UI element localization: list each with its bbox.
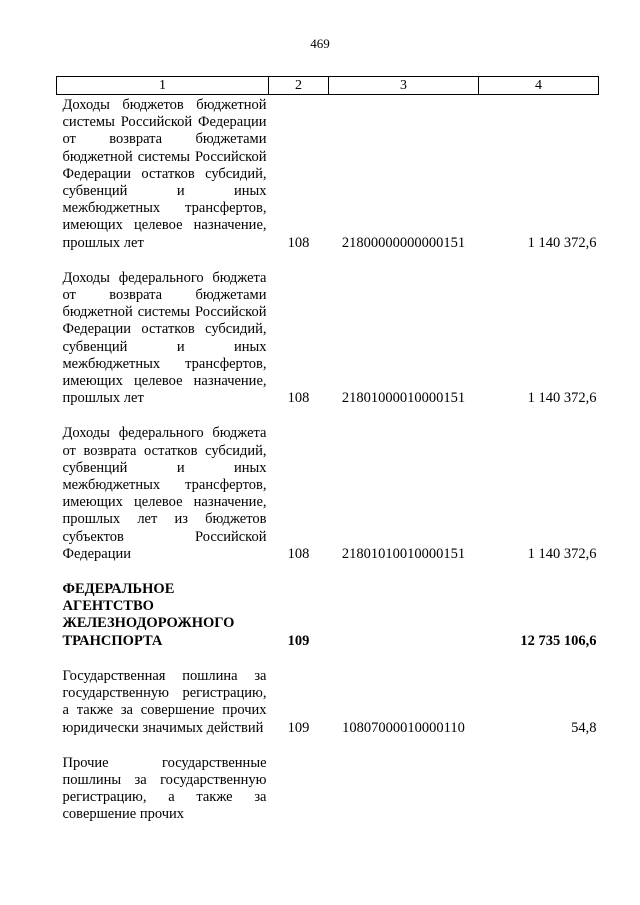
- row-kbk-code: [329, 579, 479, 650]
- column-header-3: 3: [329, 77, 479, 95]
- row-description: Прочие государственные пошлины за государственную регистрацию, а также за совершение прочих: [62, 754, 267, 823]
- row-amount: 1 140 372,6: [527, 546, 597, 563]
- column-header-4: 4: [479, 77, 599, 95]
- row-description: Доходы бюджетов бюджетной системы Российской Федерации от возврата бюджетами бюджетной системы Российской Федерации остатков субсидий, субвенций и иных межбюджетных трансфертов, имеющих целевое назначение, прошлых лет: [62, 97, 267, 251]
- column-header-2: 2: [269, 77, 329, 95]
- row-spacer: [57, 252, 599, 268]
- row-kbk-code: 10807000010000110: [342, 719, 465, 736]
- agency-title: ФЕДЕРАЛЬНОЕ АГЕНТСТВО ЖЕЛЕЗНОДОРОЖНОГО ТРАНСПОРТА: [62, 581, 235, 649]
- row-kbk-code: [329, 753, 479, 824]
- table-header-row: [57, 77, 599, 95]
- row-description: Доходы федерального бюджета от возврата остатков субсидий, субвенций и иных межбюджетных трансфертов, имеющих целевое назначение, прошлых лет из бюджетов субъектов Российской Федерации: [62, 425, 267, 562]
- agency-row: [57, 579, 599, 650]
- table-row: [57, 666, 599, 737]
- row-kbk-code: 21801010010000151: [341, 546, 466, 563]
- row-spacer: [57, 563, 599, 579]
- row-amount: 54,8: [571, 719, 597, 736]
- table-row: [57, 268, 599, 408]
- row-amount: 1 140 372,6: [527, 234, 597, 251]
- row-kbk-code: 21801000010000151: [341, 390, 466, 407]
- row-admin-code: [269, 753, 329, 824]
- row-spacer: [57, 737, 599, 753]
- row-kbk-code: 21800000000000151: [341, 234, 466, 251]
- table-row: [57, 95, 599, 252]
- row-amount: [479, 753, 599, 824]
- row-description: Доходы федерального бюджета от возврата бюджетами бюджетной системы Российской Федерации остатков субсидий, субвенций и иных межбюджетных трансфертов, имеющих целевое назначение, прошлых лет: [62, 269, 267, 407]
- row-admin-code: 108: [287, 234, 310, 251]
- table-row: [57, 423, 599, 563]
- row-description: Государственная пошлина за государственную регистрацию, а также за совершение прочих юридически значимых действий: [62, 667, 267, 736]
- column-header-1: 1: [57, 77, 269, 95]
- row-admin-code: 109: [287, 632, 310, 649]
- row-amount: 1 140 372,6: [527, 390, 597, 407]
- agency-total-amount: 12 735 106,6: [520, 632, 597, 649]
- budget-revenue-table: [56, 76, 599, 824]
- row-spacer: [57, 407, 599, 423]
- row-admin-code: 109: [287, 719, 310, 736]
- row-admin-code: 108: [287, 390, 310, 407]
- page-number: 469: [310, 36, 330, 51]
- row-admin-code: 108: [287, 546, 310, 563]
- row-spacer: [57, 650, 599, 666]
- table-row: [57, 753, 599, 824]
